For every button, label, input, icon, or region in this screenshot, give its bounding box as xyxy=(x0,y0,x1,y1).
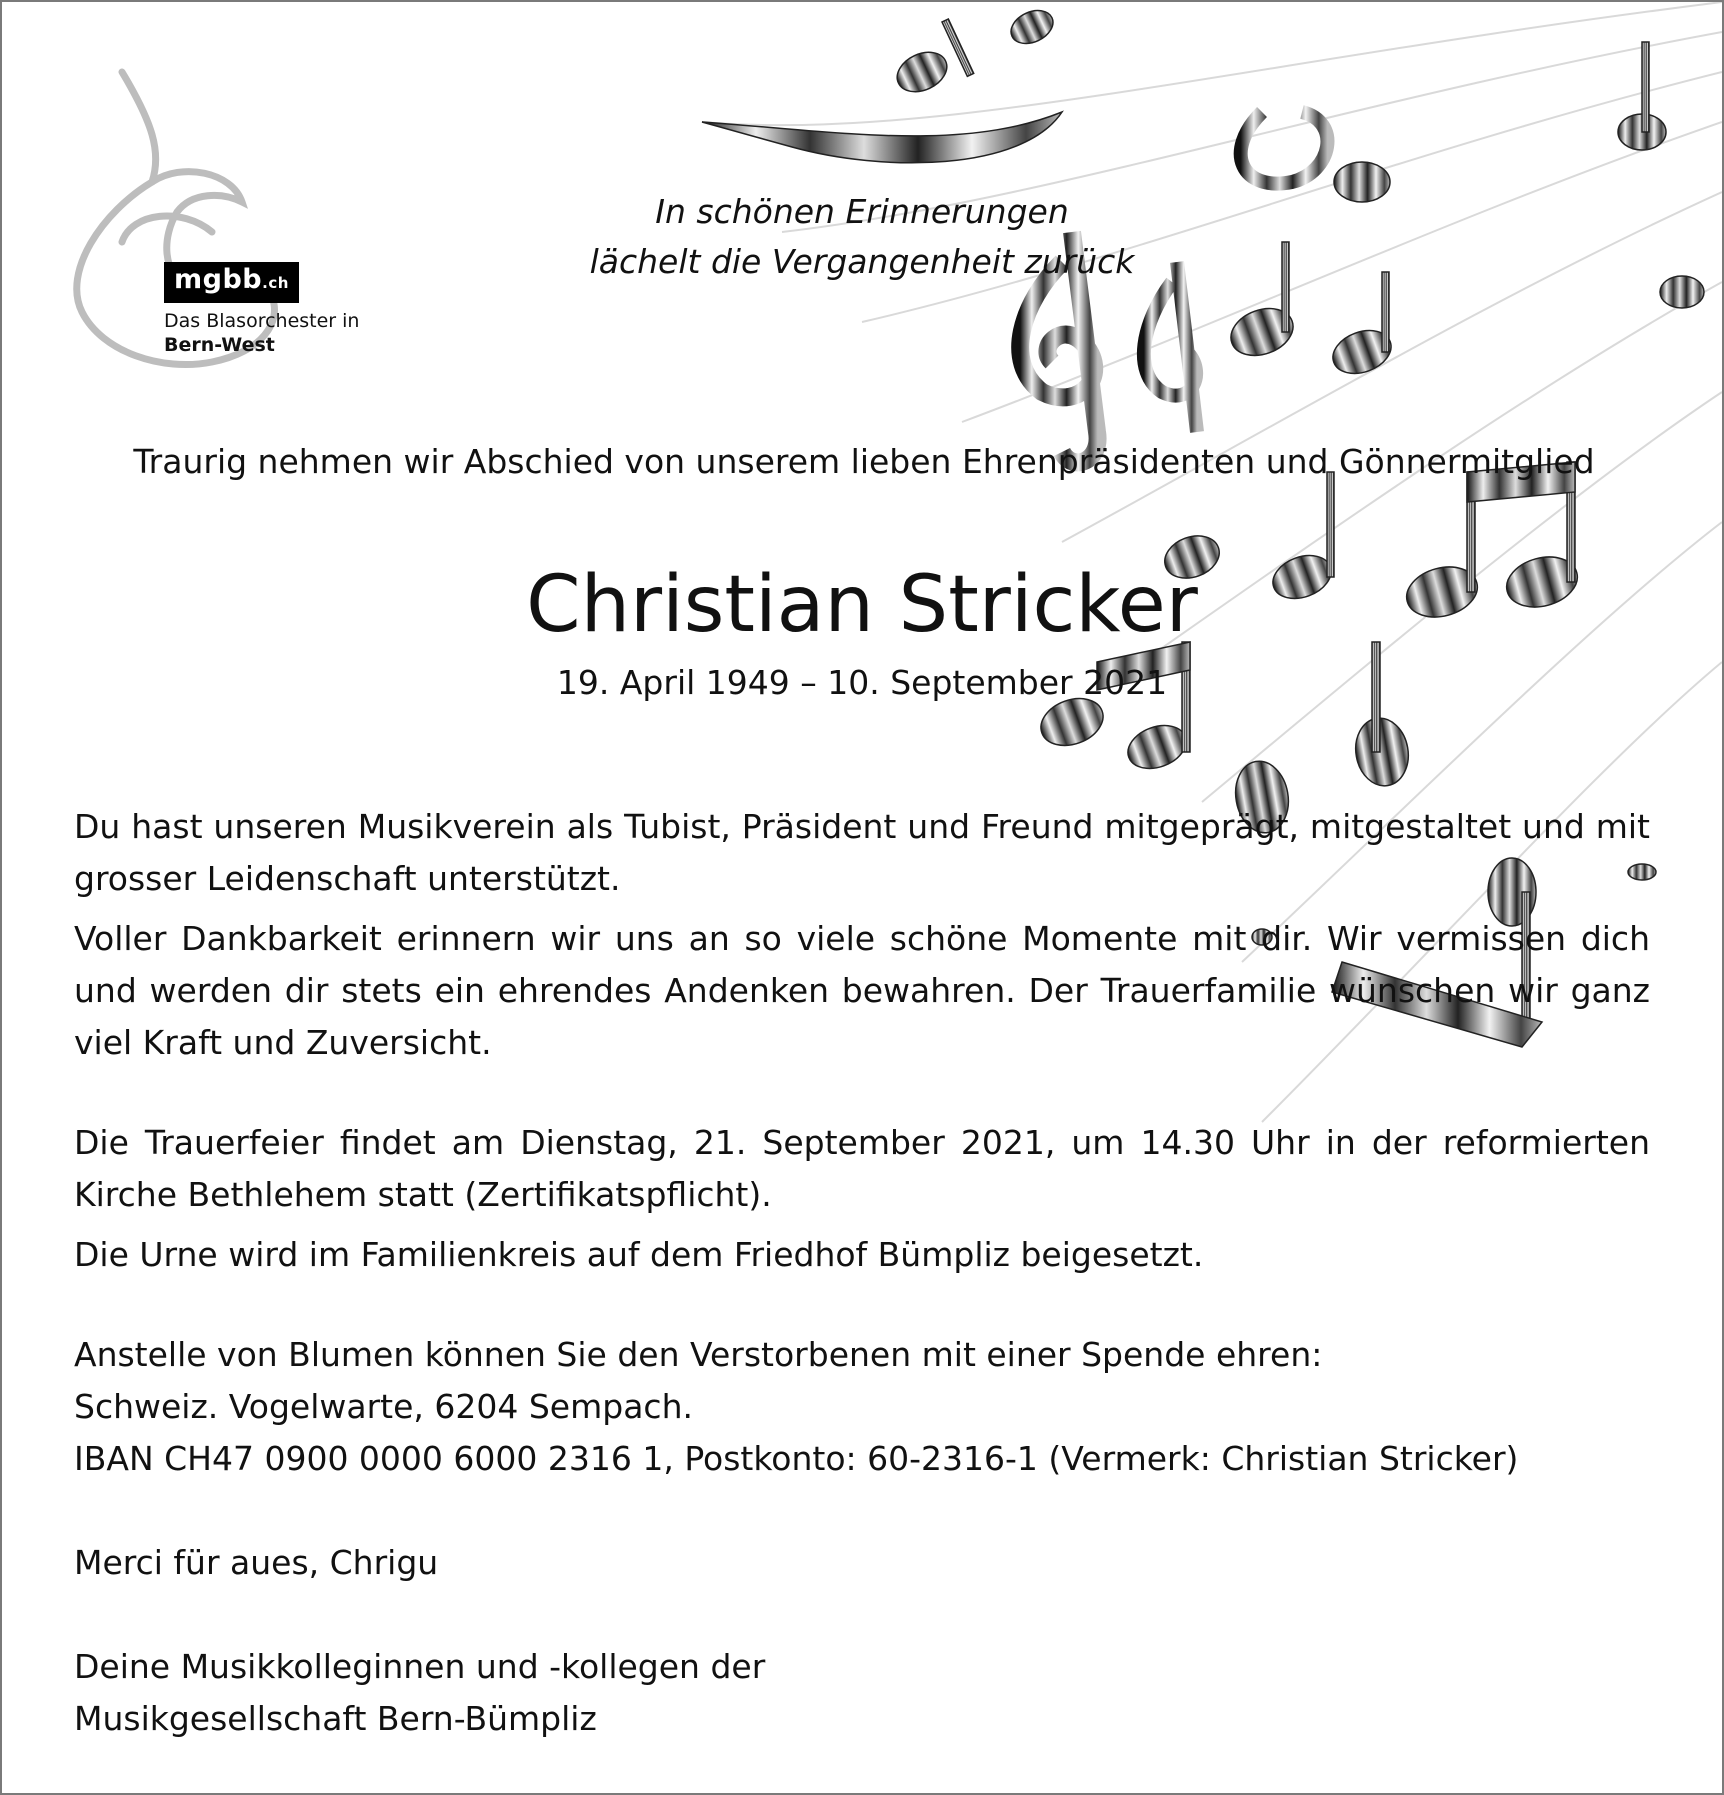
intro-text: Traurig nehmen wir Abschied von unserem lieben Ehrenpräsidenten und Gönnermitglied xyxy=(133,442,1595,481)
donation-line-3: IBAN CH47 0900 0000 6000 2316 1, Postkonto: 60-2316-1 (Vermerk: Christian Stricker) xyxy=(74,1439,1519,1478)
paragraph-burial: Die Urne wird im Familienkreis auf dem Friedhof Bümpliz beigesetzt. xyxy=(74,1235,1204,1274)
logo-badge: mgbb.ch xyxy=(164,262,299,303)
farewell: Merci für aues, Chrigu xyxy=(74,1543,439,1582)
signature-line-2: Musikgesellschaft Bern-Bümpliz xyxy=(74,1699,597,1738)
motto-line-1: In schönen Erinnerungen xyxy=(655,192,1069,231)
motto-line-2: lächelt die Vergangenheit zurück xyxy=(589,242,1135,281)
donation-line-1: Anstelle von Blumen können Sie den Verstorbenen mit einer Spende ehren: xyxy=(74,1335,1323,1374)
paragraph-ceremony: Die Trauerfeier findet am Dienstag, 21. September 2021, um 14.30 Uhr in der reformierten Kirche Bethlehem statt (Zertifikatspflicht). xyxy=(74,1123,1650,1214)
paragraph-gratitude: Voller Dankbarkeit erinnern wir uns an so viele schöne Momente mit dir. Wir vermissen dich und werden dir stets ein ehrendes Andenken bewahren. Der Trauerfamilie wünschen wir ganz viel Kraft und Zuversicht. xyxy=(74,919,1650,1062)
logo-tagline: Das Blasorchester in xyxy=(164,310,360,332)
signature xyxy=(74,1641,1650,1745)
motto xyxy=(522,187,1202,287)
paragraph-tribute: Du hast unseren Musikverein als Tubist, Präsident und Freund mitgeprägt, mitgestaltet und mit grosser Leidenschaft unterstützt. xyxy=(74,807,1650,898)
donation-line-2: Schweiz. Vogelwarte, 6204 Sempach. xyxy=(74,1387,693,1426)
donation-block xyxy=(74,1329,1650,1485)
life-dates: 19. April 1949 – 10. September 2021 xyxy=(556,663,1168,702)
deceased-name: Christian Stricker xyxy=(526,560,1198,650)
logo-region: Bern-West xyxy=(164,334,275,356)
signature-line-1: Deine Musikkolleginnen und -kollegen der xyxy=(74,1647,766,1686)
obituary-body xyxy=(74,801,1650,1745)
